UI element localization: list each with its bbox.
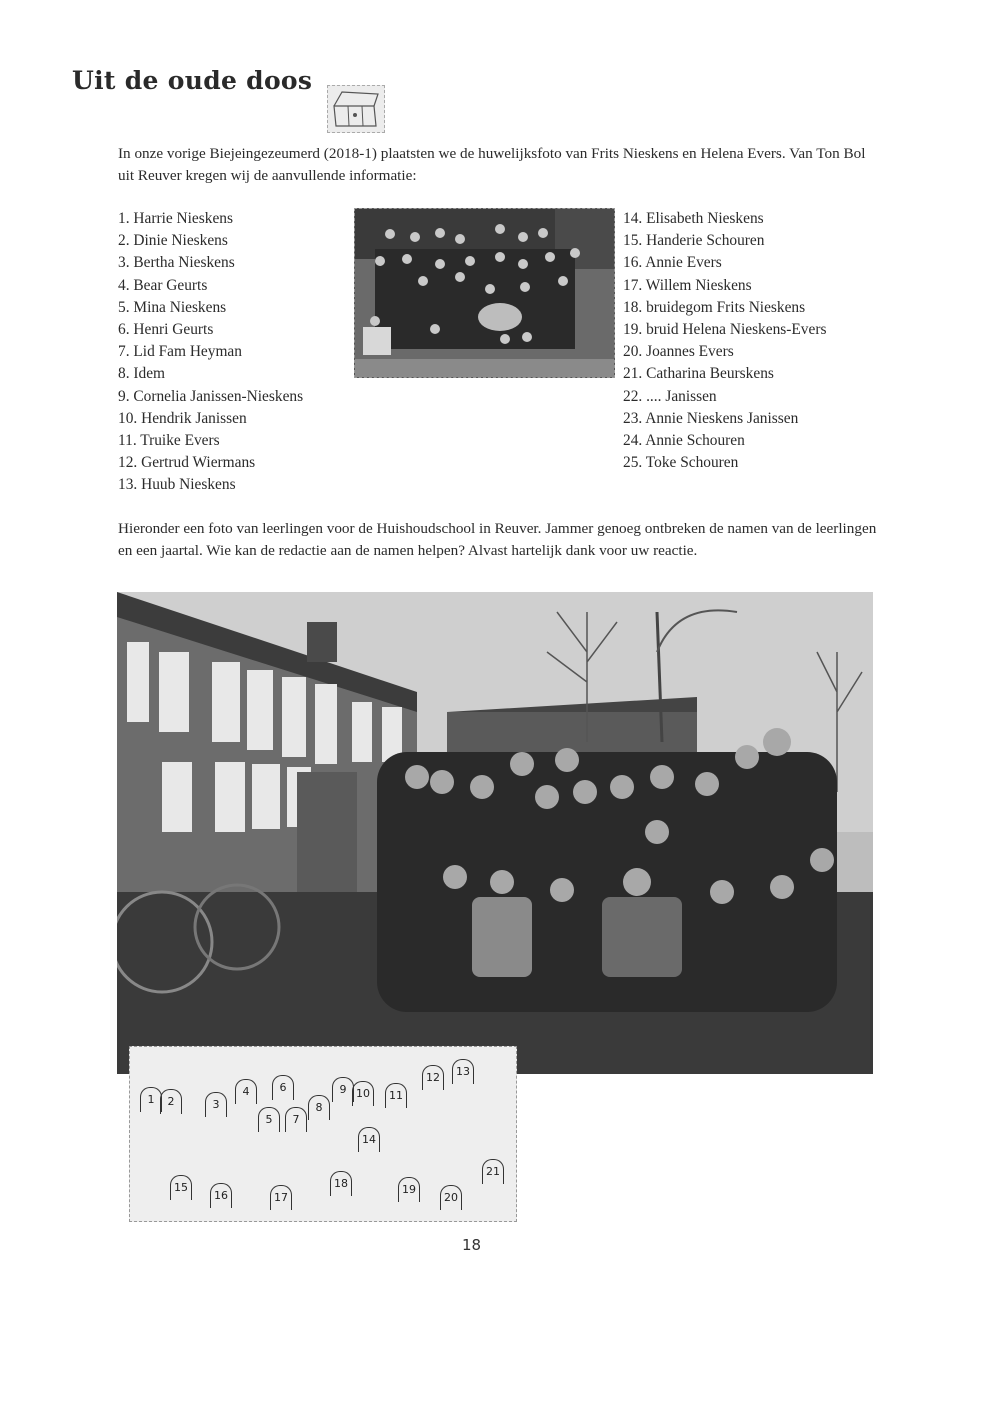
- list-item: 4. Bear Geurts: [118, 276, 208, 294]
- legend-number: 20: [440, 1185, 462, 1210]
- list-item: 16. Annie Evers: [623, 254, 722, 272]
- legend-number: 15: [170, 1175, 192, 1200]
- list-item: 17. Willem Nieskens: [623, 276, 752, 294]
- list-item: 12. Gertrud Wiermans: [118, 454, 256, 472]
- list-item: 6. Henri Geurts: [118, 321, 214, 339]
- legend-number: 12: [422, 1065, 444, 1090]
- wedding-photo: [354, 208, 615, 378]
- legend-number: 14: [358, 1127, 380, 1152]
- intro-paragraph: In onze vorige Biejeingezeumerd (2018-1) plaatsten we de huwelijksfoto van Frits Nieskens en Helena Evers. Van Ton Bol uit Reuver kregen wij de aanvullende informatie:: [118, 145, 866, 184]
- list-item: 9. Cornelia Janissen-Nieskens: [118, 387, 304, 405]
- legend-number: 6: [272, 1075, 294, 1100]
- list-item: 19. bruid Helena Nieskens-Evers: [623, 321, 827, 339]
- list-item: 18. bruidegom Frits Nieskens: [623, 298, 806, 316]
- list-item: 24. Annie Schouren: [623, 432, 745, 450]
- school-photo: [117, 592, 873, 1074]
- legend-number: 4: [235, 1079, 257, 1104]
- list-item: 1. Harrie Nieskens: [118, 210, 233, 227]
- legend-number: 21: [482, 1159, 504, 1184]
- page-title: Uit de oude doos: [72, 66, 313, 95]
- list-item: 20. Joannes Evers: [623, 343, 734, 361]
- list-item: 23. Annie Nieskens Janissen: [623, 409, 799, 427]
- legend-number: 16: [210, 1183, 232, 1208]
- list-item: 5. Mina Nieskens: [118, 298, 227, 316]
- numbered-legend-sketch: [129, 1046, 517, 1222]
- list-item: 15. Handerie Schouren: [623, 232, 765, 250]
- legend-number: 3: [205, 1092, 227, 1117]
- list-item: 7. Lid Fam Heyman: [118, 343, 242, 361]
- legend-number: 18: [330, 1171, 352, 1196]
- list-item: 11. Truike Evers: [118, 432, 220, 450]
- legend-number: 2: [160, 1089, 182, 1114]
- list-item: 8. Idem: [118, 365, 166, 383]
- legend-number: 8: [308, 1095, 330, 1120]
- list-item: 2. Dinie Nieskens: [118, 232, 228, 250]
- list-item: 13. Huub Nieskens: [118, 476, 236, 494]
- legend-number: 7: [285, 1107, 307, 1132]
- list-item: 25. Toke Schouren: [623, 454, 739, 472]
- list-item: 22. .... Janissen: [623, 387, 717, 405]
- legend-number: 19: [398, 1177, 420, 1202]
- list-item: 3. Bertha Nieskens: [118, 254, 235, 272]
- list-item: 14. Elisabeth Nieskens: [623, 210, 764, 227]
- legend-number: 9: [332, 1077, 354, 1102]
- legend-number: 13: [452, 1059, 474, 1084]
- names-list-left: [118, 208, 303, 497]
- page-number: 18: [462, 1236, 482, 1254]
- legend-number: 17: [270, 1185, 292, 1210]
- list-item: 10. Hendrik Janissen: [118, 409, 247, 427]
- names-list-right: [623, 208, 826, 474]
- list-item: 21. Catharina Beurskens: [623, 365, 774, 383]
- school-photo-paragraph: Hieronder een foto van leerlingen voor de Huishoudschool in Reuver. Jammer genoeg ontbreken de namen van de leerlingen en een jaartal. Wie kan de redactie aan de namen helpen? Alvast hartelijk dank voor uw reactie.: [118, 520, 877, 559]
- legend-number: 5: [258, 1107, 280, 1132]
- legend-number: 1: [140, 1087, 162, 1112]
- legend-number: 11: [385, 1083, 407, 1108]
- legend-number: 10: [352, 1081, 374, 1106]
- treasure-chest-icon: [327, 85, 385, 133]
